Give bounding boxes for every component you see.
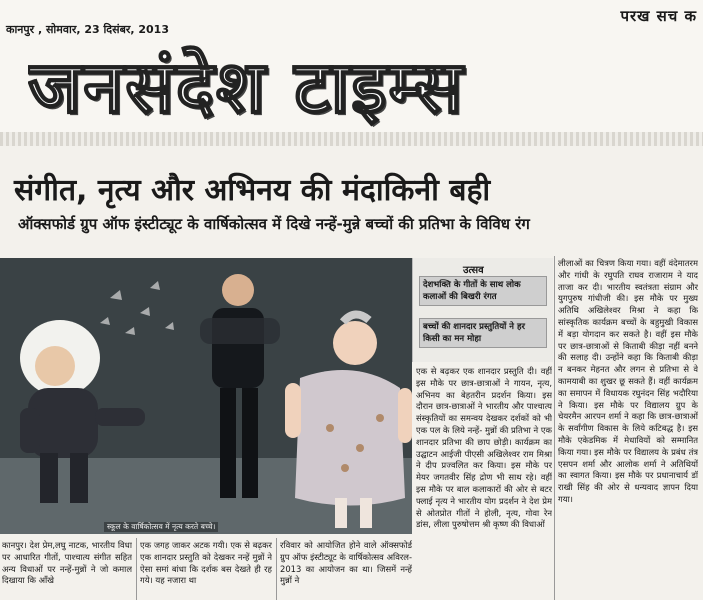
column-divider xyxy=(276,538,277,600)
article-column-right xyxy=(558,258,698,598)
masthead-tagline: परख सच क xyxy=(620,7,697,25)
article-photo xyxy=(0,258,412,534)
sidebar-highlight-2: बच्चों की शानदार प्रस्तुतियों ने हर किसी का मन मोहा xyxy=(419,318,547,348)
column-divider xyxy=(554,256,555,600)
dateline: कानपुर , सोमवार, 23 दिसंबर, 2013 xyxy=(6,23,169,36)
article-column-bottom-3 xyxy=(280,540,412,600)
article-paragraph: रविवार को आयोजित होने वाले ऑक्सफोर्ड ग्रुप ऑफ इंस्टीट्यूट के वार्षिकोत्सव अविरल- 2013 का आयोजन का था। जिसमें नन्हें मुन्नों ने xyxy=(280,540,412,586)
article-subheadline: ऑक्सफोर्ड ग्रुप ऑफ इंस्टीट्यूट के वार्षिकोत्सव में दिखे नन्हें-मुन्ने बच्चों की प्रतिभा के विविध रंग xyxy=(18,215,530,233)
column-divider xyxy=(136,538,137,600)
article-paragraph: कानपुर। देश प्रेम,लघु नाटक, भारतीय विधा पर आधारित गीतों, पाश्चात्य संगीत सहित अन्य विधाओं पर नन्हें-मुन्नों ने जो कमाल दिखाया कि आँखे xyxy=(2,540,132,586)
masthead-divider xyxy=(0,132,703,146)
newspaper-name: जनसंदेश टाइम्स xyxy=(28,45,465,129)
article-headline: संगीत, नृत्य और अभिनय की मंदाकिनी बही xyxy=(14,173,491,208)
sidebar-highlight-1: देशभक्ति के गीतों के साथ लोक कलाओं की बिखरी रंगत xyxy=(419,276,547,306)
article-sidebar xyxy=(412,258,553,362)
article-column-bottom-2 xyxy=(140,540,272,600)
sidebar-title: उत्सव xyxy=(463,265,484,276)
article-paragraph: एक से बढ़कर एक शानदार प्रस्तुति दी। वहीं इस मौके पर छात्र-छात्राओं ने गायन, नृत्य, अभिनय का बेहतरीन प्रदर्शन किया। इस दौरान छात्र-छात्राओं ने भारतीय और पाश्चात्य संस्कृतियों का समन्वय देखकर दर्शकों को भी एक पल के लिये नन्हें- मुन्नों की प्रतिभा ने एक शानदार प्रतिभा की छाप छोड़ी। कार्यक्रम का उद्घाटन आईजी पीएसी अखिलेश्वर राम मिश्रा ने दीप प्रज्वलित कर किया। इस मौके पर मेयर जगतवीर सिंह द्रोण भी साथ रहे। वहीं इस मौके पर बाल कलाकारों की ओर से बटर फ्लाई नृत्य ने भारतीय योग प्रदर्शन ने देश प्रेम से ओतप्रोत गीतों ने होली, नृत्य, गोवा रेन डांस, लीला पुरुषोत्तम श्री कृष्ण की विधाओं xyxy=(416,366,552,530)
article-column-bottom-1 xyxy=(2,540,132,600)
article-paragraph: एक जगह जाकर अटक गयी। एक से बढ़कर एक शानदार प्रस्तुति को देखकर नन्हें मुन्नों ने ऐसा समां बांधा कि दर्शक बस देखते ही रह गये। यह नजारा था xyxy=(140,540,272,586)
children-dancing-illustration xyxy=(0,258,412,534)
photo-caption: स्कूल के वार्षिकोत्सव में नृत्य करते बच्चे। xyxy=(104,522,218,532)
article-paragraph: लीलाओं का चित्रण किया गया। वहीं वंदेमातरम और गांधी के रघुपति राघव राजाराम ने याद ताजा कर दी। भारतीय स्वतंत्रता संग्राम और युगपुरुष गांधीजी की। इस मौके पर मुख्य अतिथि अखिलेश्वर मिश्रा ने कहा कि सांस्कृतिक कार्यक्रम बच्चों के बहुमुखी विकास में बड़ा योगदान कर सकते है। वहीं इस मौके पर छात्र-छात्राओं से किताबी कीड़ा नहीं बनने की सलाह दी। उन्होंने कहा कि किताबी कीड़ा न बनकर मेहनत और लगन से प्रतिभा से वे कामयाबी का शुखर छू सकते हैं। वहीं कार्यक्रम का समापन में विधायक रघुनंदन सिंह भदौरिया ने किया। इस मौके पर विद्यालय ग्रुप के चेयरमैन आरपन शर्मा ने कहा कि छात्र-छात्राओं के सर्वांगीण विकास के लिये कटिबद्ध है। इस मौके एकेडमिक में मेधावियों को सम्मानित किया गया। इस मौके पर विद्यालय के प्रबंध तंत्र एसपन शर्मा और आलोक शर्मा ने अतिथियों का स्वागत किया। इस मौके पर प्रधानाचार्य डॉ राखी सिंह की ओर से धन्यवाद ज्ञापन दिया गया। xyxy=(558,258,698,504)
article-column-middle xyxy=(416,366,552,536)
